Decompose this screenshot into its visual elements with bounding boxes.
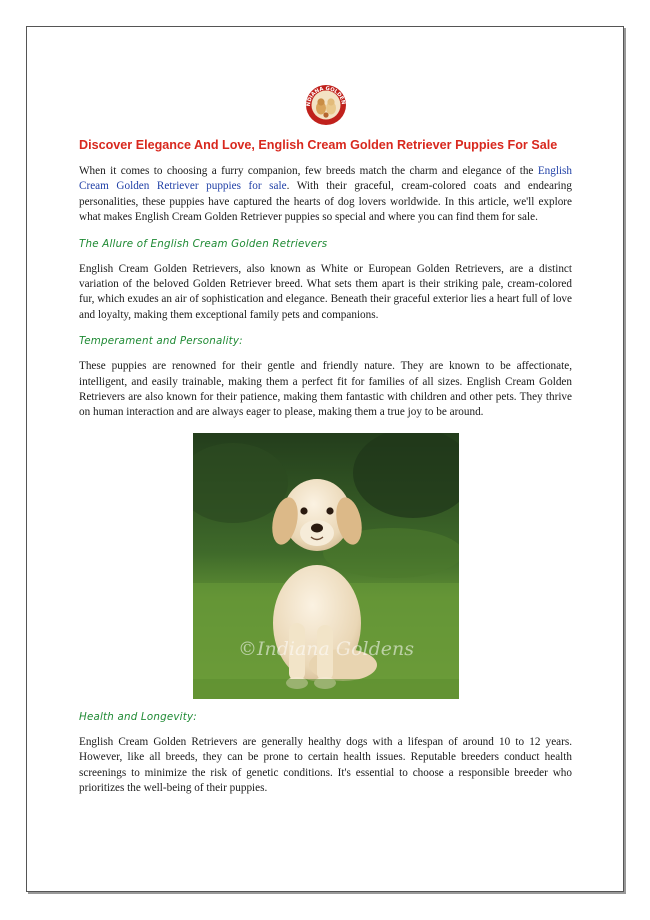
logo-container [79, 84, 572, 126]
indiana-goldens-logo[interactable] [305, 84, 347, 126]
section-body-allure: English Cream Golden Retrievers, also known as White or European Golden Retrievers, are a distinct variation of the beloved Golden Retriever breed. What sets them apart is their striking pale, cream-colored fur, which exudes an air of sophistication and elegance. Beneath their graceful exterior lies a heart full of love and loyalty, making them exceptional family pets and companions. [79, 262, 572, 321]
section-heading-temperament: Temperament and Personality: [79, 335, 243, 348]
document-content [79, 84, 572, 809]
intro-paragraph [79, 164, 572, 226]
section-heading-health: Health and Longevity: [79, 710, 197, 723]
page-title: Discover Elegance And Love, English Cream Golden Retriever Puppies For Sale [79, 138, 558, 152]
section-body-temperament: These puppies are renowned for their gentle and friendly nature. They are known to be affectionate, intelligent, and easily trainable, making them a perfect fit for families of all sizes. English Cream Golden Retrievers are also known for their patience, making them fantastic with children and other pets. They thrive on human interaction and are always eager to please, making them a true joy to be around. [79, 360, 572, 419]
section-heading-allure: The Allure of English Cream Golden Retrievers [79, 237, 328, 250]
photo-watermark: ©Indiana Goldens [237, 637, 414, 660]
logo-text: NDIANA GOLDEN [305, 85, 346, 107]
intro-text-before: When it comes to choosing a furry companion, few breeds match the charm and elegance of the [79, 165, 538, 177]
intro-text-after: . With their graceful, cream-colored coats and endearing personalities, these puppies have captured the hearts of dog lovers worldwide. In this article, we'll explore what makes English Cream Golden Retriever puppies so special and where you can find them for sale. [79, 180, 572, 224]
photo-container [79, 433, 572, 699]
golden-retriever-puppy-photo [193, 433, 459, 699]
puppies-for-sale-link[interactable]: English Cream Golden Retriever puppies for sale [79, 165, 572, 193]
section-body-health: English Cream Golden Retrievers are generally healthy dogs with a lifespan of around 10 to 12 years. However, like all breeds, they can be prone to certain health issues. Reputable breeders conduct health screenings to minimize the risk of genetic conditions. It's essential to choose a responsible breeder who prioritizes the well-being of their puppies. [79, 735, 572, 795]
